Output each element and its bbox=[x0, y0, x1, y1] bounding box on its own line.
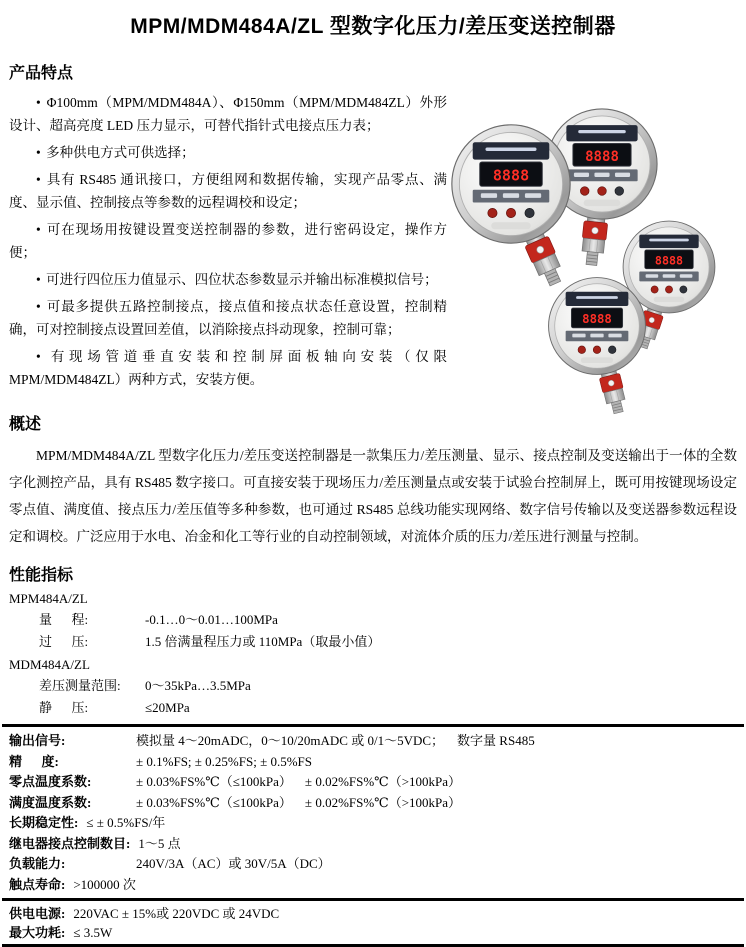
feature-item bbox=[9, 141, 447, 164]
spec-row bbox=[9, 793, 737, 814]
specs-heading: 性能指标 bbox=[9, 567, 74, 584]
spec-general-table bbox=[9, 731, 737, 895]
spec-row bbox=[9, 697, 737, 719]
gauge-photo-4 bbox=[549, 278, 646, 416]
spec-row bbox=[9, 772, 737, 793]
section-divider-rule bbox=[2, 724, 744, 727]
bullet-marker: • bbox=[36, 145, 45, 160]
feature-text: 有现场管道垂直安装和控制屏面板轴向安装（仅限 MPM/MDM484ZL）两种方式，安装方便。 bbox=[9, 349, 447, 387]
spec-label: 差压测量范围: bbox=[39, 678, 121, 693]
spec-label: 输出信号: bbox=[9, 733, 66, 748]
spec-value: 1.5 倍满量程压力或 110MPa（取最小值） bbox=[145, 634, 381, 649]
gauge-photo-1 bbox=[452, 125, 570, 289]
page-title: MPM/MDM484A/ZL 型数字化压力/差压变送控制器 bbox=[130, 15, 616, 38]
spec-group-mpm bbox=[9, 589, 737, 653]
spec-value: 模拟量 4～20mADC，0～10/20mADC 或 0/1～5VDC； 数字量 RS485 bbox=[136, 733, 535, 748]
feature-item bbox=[9, 345, 447, 391]
product-photos bbox=[432, 86, 746, 418]
spec-value: 1～5 点 bbox=[138, 835, 181, 851]
spec-value: ± 0.03%FS%℃（≤100kPa） ± 0.02%FS%℃（>100kPa） bbox=[136, 794, 462, 810]
feature-item bbox=[9, 295, 447, 341]
spec-value: ± 0.03%FS%℃（≤100kPa） ± 0.02%FS%℃（>100kPa） bbox=[136, 774, 462, 789]
feature-text: 可最多提供五路控制接点，接点值和接点状态任意设置，控制精确，可对控制接点设置回差值，以消除接点抖动现象，控制可靠； bbox=[9, 299, 447, 337]
feature-item bbox=[9, 268, 447, 291]
spec-model-heading: MDM484A/ZL bbox=[9, 657, 90, 672]
feature-item bbox=[9, 168, 447, 214]
spec-label: 零点温度系数: bbox=[9, 774, 92, 789]
spec-label: 量 程: bbox=[39, 612, 89, 627]
spec-row bbox=[9, 923, 737, 942]
bullet-marker: • bbox=[36, 95, 45, 110]
feature-item bbox=[9, 91, 447, 137]
section-divider-rule bbox=[2, 898, 744, 901]
feature-text: 可进行四位压力值显示、四位状态参数显示并输出标准模拟信号； bbox=[46, 272, 438, 287]
feature-item bbox=[9, 218, 447, 264]
feature-text: 具有 RS485 通讯接口，方便组网和数据传输，实现产品零点、满度、显示值、控制接点等参数的远程调校和设定； bbox=[9, 172, 447, 210]
specs-section bbox=[9, 562, 737, 947]
spec-row bbox=[9, 854, 737, 875]
spec-row bbox=[9, 904, 737, 923]
feature-text: 可在现场用按键设置变送控制器的参数，进行密码设定，操作方便； bbox=[9, 222, 447, 260]
bullet-marker: • bbox=[36, 299, 45, 314]
spec-label: 长期稳定性: bbox=[9, 815, 79, 830]
spec-value: ± 0.1%FS; ± 0.25%FS; ± 0.5%FS bbox=[136, 753, 312, 769]
bullet-marker: • bbox=[36, 349, 49, 364]
bullet-marker: • bbox=[36, 172, 45, 187]
spec-label: 满度温度系数: bbox=[9, 794, 92, 810]
spec-value: 240V/3A（AC）或 30V/5A（DC） bbox=[136, 856, 331, 871]
spec-value: ≤ 3.5W bbox=[73, 925, 113, 940]
spec-value: ≤20MPa bbox=[145, 700, 190, 715]
spec-row bbox=[9, 752, 737, 773]
spec-label: 继电器接点控制数目: bbox=[9, 835, 131, 851]
features-heading: 产品特点 bbox=[9, 65, 74, 82]
spec-value: >100000 次 bbox=[73, 876, 136, 892]
spec-label: 精 度: bbox=[9, 753, 59, 769]
spec-value: -0.1…0～0.01…100MPa bbox=[145, 612, 278, 627]
spec-row bbox=[9, 609, 737, 631]
spec-model-heading: MPM484A/ZL bbox=[9, 591, 88, 606]
spec-power-table bbox=[9, 904, 737, 942]
product-photos-image: 8888 bbox=[448, 100, 746, 418]
spec-group-mdm bbox=[9, 655, 737, 719]
bullet-marker: • bbox=[36, 272, 45, 287]
spec-label: 过 压: bbox=[39, 634, 89, 649]
spec-row bbox=[9, 731, 737, 752]
spec-row bbox=[9, 631, 737, 653]
spec-value: 220VAC ± 15%或 220VDC 或 24VDC bbox=[73, 906, 280, 921]
feature-text: 多种供电方式可供选择； bbox=[46, 145, 195, 160]
spec-label: 静 压: bbox=[39, 700, 89, 715]
feature-text: Φ100mm（MPM/MDM484A）、Φ150mm（MPM/MDM484ZL）外形设计、超高亮度 LED 压力显示，可替代指针式电接点压力表； bbox=[9, 95, 448, 133]
features-list bbox=[9, 91, 447, 391]
spec-row bbox=[9, 875, 737, 896]
spec-value: ≤ ± 0.5%FS/年 bbox=[86, 815, 166, 830]
spec-label: 最大功耗: bbox=[9, 925, 66, 940]
overview-heading: 概述 bbox=[9, 416, 42, 433]
bullet-marker: • bbox=[36, 222, 45, 237]
spec-row bbox=[9, 834, 737, 855]
spec-row bbox=[9, 813, 737, 834]
spec-label: 负载能力: bbox=[9, 856, 66, 871]
spec-label: 供电电源: bbox=[9, 906, 66, 921]
spec-row bbox=[9, 675, 737, 697]
spec-label: 触点寿命: bbox=[9, 876, 66, 892]
overview-paragraph: MPM/MDM484A/ZL 型数字化压力/差压变送控制器是一款集压力/差压测量、显示、接点控制及变送输出于一体的全数字化测控产品，具有 RS485 数字接口。可直接安装于现场压力/差压测量点或安装于试验台控制屏上，既可用按键现场设定零点值、满度值、接点压力/差压值等多种参数，也可通过 RS485 总线功能实现网络、数字信号传输以及变送器参数远程设定和调校。广泛应用于水电、冶金和化工等行业的自动控制领域，对流体介质的压力/差压进行测量与控制。 bbox=[9, 448, 737, 544]
spec-value: 0～35kPa…3.5MPa bbox=[145, 678, 251, 693]
